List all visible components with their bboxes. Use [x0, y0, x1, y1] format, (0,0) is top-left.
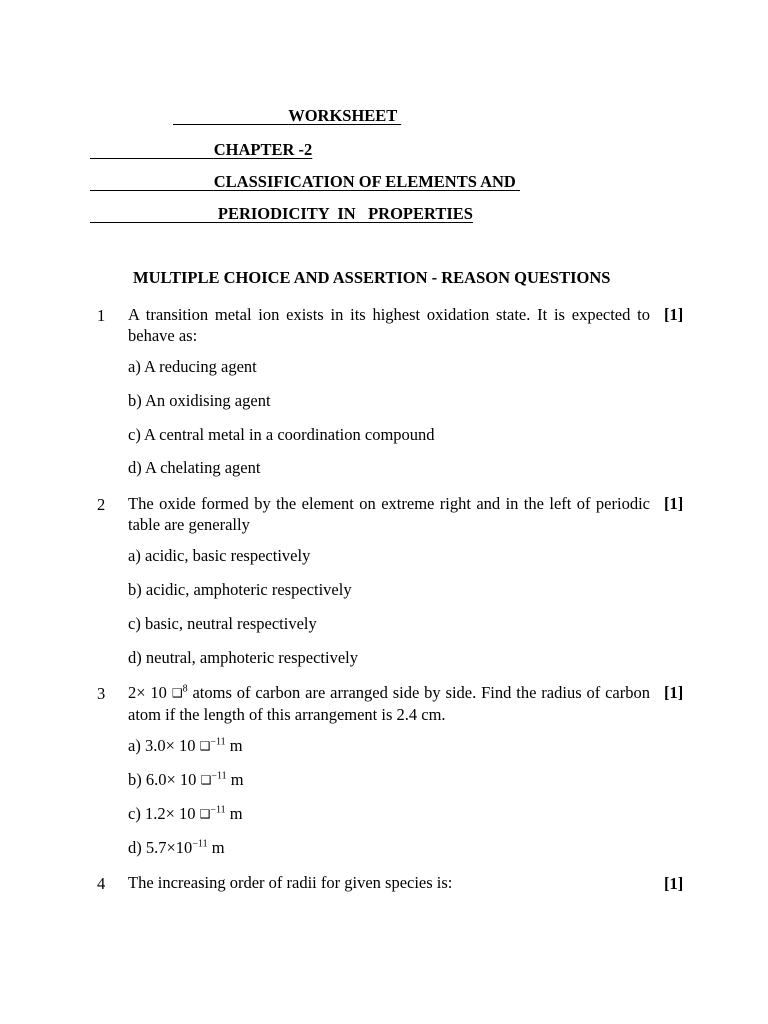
missing-glyph-icon: ❑: [199, 807, 211, 821]
option-a: a) 3.0× 10 ❑$^{-11}$ m: [128, 736, 243, 755]
question-text: 2× 10 ❑$^8$ atoms of carbon are arranged side by side. Find the radius of carbon atom if the length of this arrangement is 2.4 cm.: [128, 683, 651, 724]
title-line-2: PERIODICITY IN PROPERTIES: [217, 204, 473, 223]
option-d: d) A chelating agent: [128, 458, 261, 477]
question-text: The oxide formed by the element on extreme right and in the left of periodic table are generally: [128, 494, 650, 534]
title-line-1: CLASSIFICATION OF ELEMENTS AND: [213, 172, 516, 191]
marks-badge: [1]: [664, 305, 684, 324]
marks-badge: [1]: [664, 874, 684, 893]
option-d: d) $5.7\times 10^{-11}$ m: [128, 838, 225, 857]
option-c: c) basic, neutral respectively: [128, 614, 317, 633]
marks-badge: [1]: [664, 494, 684, 513]
marks-badge: [1]: [664, 683, 684, 702]
option-a: a) acidic, basic respectively: [128, 546, 311, 565]
question-number: 1: [97, 306, 106, 325]
option-d: d) neutral, amphoteric respectively: [128, 648, 358, 667]
option-b: b) An oxidising agent: [128, 391, 271, 410]
question-text: The increasing order of radii for given species is:: [128, 873, 453, 892]
question-number: 4: [97, 874, 106, 893]
question-text: A transition metal ion exists in its highest oxidation state. It is expected to behave as:: [128, 305, 650, 345]
missing-glyph-icon: ❑: [200, 773, 212, 787]
option-a: a) A reducing agent: [128, 357, 257, 376]
missing-glyph-icon: ❑: [171, 686, 183, 700]
option-c: c) 1.2× 10 ❑$^{-11}$ m: [128, 804, 243, 823]
chapter-heading: CHAPTER -2: [213, 140, 313, 159]
worksheet-heading: WORKSHEET: [288, 106, 398, 125]
option-c: c) A central metal in a coordination compound: [128, 425, 435, 444]
missing-glyph-icon: ❑: [199, 739, 211, 753]
option-b: b) acidic, amphoteric respectively: [128, 580, 352, 599]
question-number: 2: [97, 495, 106, 514]
question-number: 3: [97, 684, 106, 703]
option-b: b) 6.0× 10 ❑$^{-11}$ m: [128, 770, 244, 789]
section-title: MULTIPLE CHOICE AND ASSERTION - REASON QUESTIONS: [133, 268, 611, 287]
